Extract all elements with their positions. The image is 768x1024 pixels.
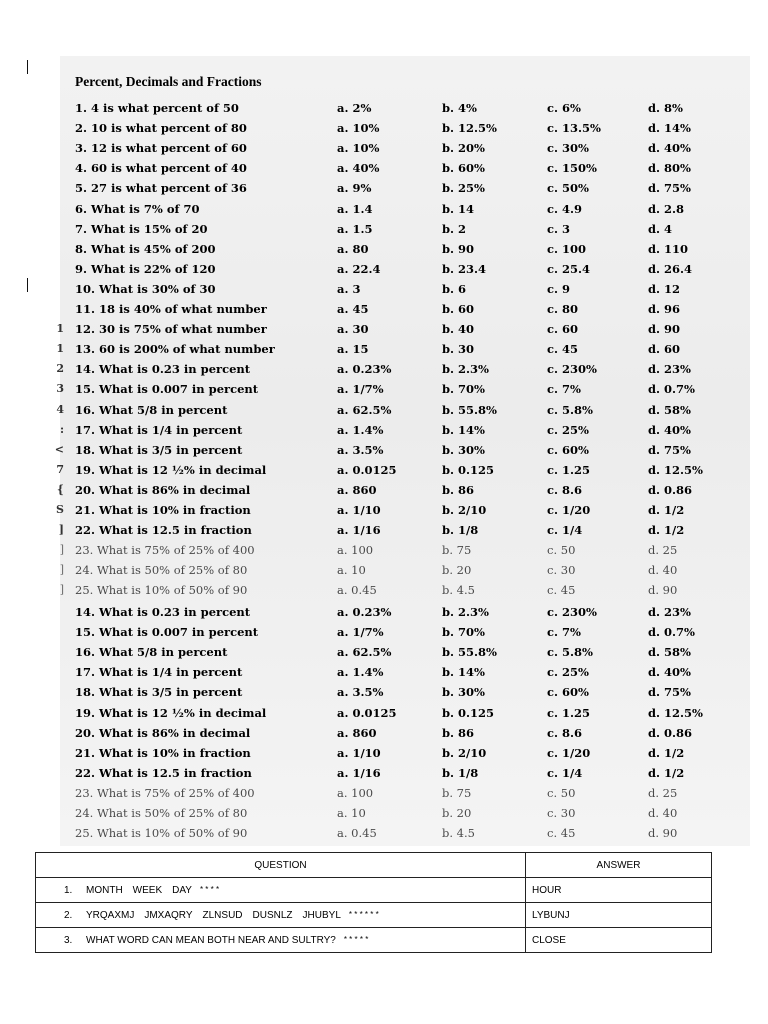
option-b: b. 4% (442, 101, 477, 115)
question-row (60, 520, 750, 540)
option-a: a. 1.5 (337, 221, 373, 236)
option-d: d. 1/2 (648, 523, 685, 538)
option-b: b. 20 (442, 563, 472, 578)
option-c: c. 1.25 (547, 705, 591, 720)
option-d: d. 12 (648, 281, 681, 296)
question-text: 19. What is 12 ½% in decimal (75, 462, 267, 477)
answer-cell: HOUR (526, 878, 712, 903)
question-row (60, 662, 750, 682)
question-row (60, 823, 750, 843)
question-row (60, 682, 750, 702)
option-c: c. 60% (547, 442, 589, 457)
option-d: d. 1/2 (648, 745, 685, 760)
question-text: 24. What is 50% of 25% of 80 (75, 563, 248, 578)
option-d: d. 12.5% (648, 705, 703, 720)
option-d: d. 0.7% (648, 625, 695, 640)
option-c: c. 80 (547, 302, 579, 316)
question-text: 21. What is 10% in fraction (75, 503, 251, 517)
option-a: a. 860 (337, 482, 377, 497)
question-row (54, 440, 750, 460)
question-row (60, 743, 750, 763)
option-a: a. 2% (337, 101, 372, 115)
asterisk-hint: * * * * * * (348, 909, 379, 919)
option-b: b. 86 (442, 725, 475, 740)
table-row (36, 878, 712, 903)
question-row (60, 420, 750, 440)
option-b: b. 75 (442, 543, 472, 558)
question-text: 16. What 5/8 in percent (75, 402, 228, 417)
worksheet-title: Percent, Decimals and Fractions (75, 74, 262, 89)
question-row (56, 460, 750, 480)
margin-number: 1 (56, 322, 64, 336)
option-b: b. 30 (442, 342, 475, 357)
option-c: c. 230% (547, 605, 597, 619)
option-a: a. 62.5% (337, 402, 392, 417)
question-row (56, 400, 750, 420)
option-b: b. 90 (442, 241, 475, 256)
option-b: b. 0.125 (442, 705, 495, 720)
option-b: b. 86 (442, 482, 475, 497)
option-b: b. 0.125 (442, 462, 495, 477)
question-text: 25. What is 10% of 50% of 90 (75, 583, 248, 598)
question-text: 13. 60 is 200% of what number (75, 342, 275, 357)
option-c: c. 1/4 (547, 765, 583, 780)
option-b: b. 60% (442, 161, 485, 176)
question-row (60, 642, 750, 662)
option-c: c. 25.4 (547, 261, 591, 276)
question-text: 4. 60 is what percent of 40 (75, 161, 247, 176)
asterisk-hint: * * * * * (343, 934, 369, 944)
option-a: a. 3.5% (337, 685, 384, 700)
question-cell (36, 878, 526, 903)
margin-number: { (56, 482, 64, 496)
option-a: a. 9% (337, 181, 372, 196)
question-row (60, 279, 750, 299)
question-text: 20. What is 86% in decimal (75, 725, 251, 740)
question-text: 3. 12 is what percent of 60 (75, 141, 247, 156)
option-b: b. 2 (442, 221, 467, 236)
edge-mark-top (27, 60, 28, 74)
option-a: a. 10 (337, 806, 366, 820)
option-a: a. 10 (337, 563, 366, 578)
question-word: MONTH (86, 884, 123, 896)
option-b: b. 6 (442, 281, 467, 296)
question-text: 1. 4 is what percent of 50 (75, 101, 239, 115)
question-text: 18. What is 3/5 in percent (75, 685, 243, 700)
question-row (56, 319, 750, 339)
question-row (60, 803, 750, 823)
option-d: d. 90 (648, 583, 678, 598)
option-d: d. 25 (648, 785, 678, 800)
option-b: b. 20 (442, 806, 472, 820)
option-a: a. 1.4% (337, 422, 384, 437)
question-row (60, 299, 750, 319)
question-text: 9. What is 22% of 120 (75, 261, 216, 276)
question-text: 16. What 5/8 in percent (75, 645, 228, 660)
option-a: a. 1/10 (337, 503, 381, 517)
question-row (60, 783, 750, 803)
question-row (60, 158, 750, 178)
option-a: a. 62.5% (337, 645, 392, 660)
option-b: b. 60 (442, 302, 475, 316)
option-c: c. 7% (547, 625, 581, 640)
option-c: c. 45 (547, 342, 579, 357)
question-text: 8. What is 45% of 200 (75, 241, 216, 256)
option-d: d. 4 (648, 221, 673, 236)
question-text: 14. What is 0.23 in percent (75, 362, 251, 377)
option-a: a. 1/10 (337, 745, 381, 760)
option-a: a. 0.0125 (337, 705, 397, 720)
question-text: 6. What is 7% of 70 (75, 201, 200, 216)
question-text: 17. What is 1/4 in percent (75, 422, 243, 437)
question-text: 23. What is 75% of 25% of 400 (75, 543, 255, 558)
option-d: d. 14% (648, 121, 691, 136)
question-word: DAY (172, 884, 192, 896)
question-text: 19. What is 12 ½% in decimal (75, 705, 267, 720)
option-d: d. 96 (648, 302, 681, 316)
question-number: 2. (64, 909, 73, 921)
option-c: c. 8.6 (547, 482, 583, 497)
option-b: b. 14% (442, 422, 485, 437)
question-word: YRQAXMJ (86, 909, 135, 921)
option-a: a. 3 (337, 281, 361, 296)
option-b: b. 2/10 (442, 745, 487, 760)
option-d: d. 75% (648, 685, 691, 700)
question-text: 2. 10 is what percent of 80 (75, 121, 247, 136)
option-a: a. 1.4% (337, 665, 384, 680)
question-row (60, 540, 750, 560)
option-d: d. 80% (648, 161, 691, 176)
question-row (60, 622, 750, 642)
option-d: d. 40 (648, 806, 678, 820)
option-a: a. 45 (337, 302, 369, 316)
option-c: c. 1.25 (547, 462, 591, 477)
option-d: d. 25 (648, 543, 678, 558)
question-text: 22. What is 12.5 in fraction (75, 765, 252, 780)
question-word: WHAT WORD CAN MEAN BOTH NEAR AND SULTRY? (86, 934, 336, 946)
option-b: b. 20% (442, 141, 485, 156)
question-row (60, 703, 750, 723)
question-row (60, 118, 750, 138)
option-d: d. 0.7% (648, 382, 695, 397)
question-text: 7. What is 15% of 20 (75, 221, 208, 236)
question-text: 17. What is 1/4 in percent (75, 665, 243, 680)
option-c: c. 230% (547, 362, 597, 377)
option-c: c. 60 (547, 322, 579, 337)
option-c: c. 1/4 (547, 523, 583, 538)
option-c: c. 3 (547, 221, 571, 236)
option-c: c. 30 (547, 563, 576, 578)
option-b: b. 70% (442, 625, 485, 640)
option-b: b. 25% (442, 181, 485, 196)
option-c: c. 1/20 (547, 745, 591, 760)
option-b: b. 1/8 (442, 523, 479, 538)
option-a: a. 0.23% (337, 605, 392, 619)
option-d: d. 75% (648, 442, 691, 457)
option-b: b. 2.3% (442, 605, 489, 619)
question-word: JMXAQRY (144, 909, 193, 921)
asterisk-hint: * * * * (199, 884, 220, 894)
margin-number: S (56, 503, 64, 516)
question-row (56, 359, 750, 379)
option-a: a. 1/16 (337, 523, 381, 538)
margin-number: 2 (56, 362, 64, 376)
answer-cell: CLOSE (526, 928, 712, 953)
option-d: d. 40% (648, 422, 691, 437)
option-d: d. 2.8 (648, 201, 685, 216)
option-b: b. 1/8 (442, 765, 479, 780)
question-word: DUSNLZ (252, 909, 293, 921)
question-text: 15. What is 0.007 in percent (75, 625, 259, 640)
question-word: ZLNSUD (202, 909, 243, 921)
option-c: c. 13.5% (547, 121, 601, 136)
margin-number: 1 (56, 342, 64, 356)
margin-number: ] (58, 523, 64, 537)
question-row (60, 239, 750, 259)
option-d: d. 23% (648, 605, 691, 619)
margin-number: ] (59, 543, 64, 557)
option-d: d. 110 (648, 241, 689, 256)
question-row (60, 580, 750, 600)
question-row (60, 138, 750, 158)
question-cell (36, 903, 526, 928)
option-d: d. 40 (648, 563, 678, 578)
option-c: c. 50% (547, 181, 589, 196)
question-row (56, 379, 750, 399)
margin-number: < (54, 442, 64, 456)
question-text: 15. What is 0.007 in percent (75, 382, 259, 397)
table-header-row (36, 853, 712, 878)
option-a: a. 40% (337, 161, 380, 176)
option-b: b. 2.3% (442, 362, 489, 377)
table-row (36, 928, 712, 953)
option-b: b. 2/10 (442, 503, 487, 517)
option-c: c. 60% (547, 685, 589, 700)
option-b: b. 12.5% (442, 121, 497, 136)
question-row (56, 500, 750, 520)
option-b: b. 30% (442, 442, 485, 457)
option-c: c. 45 (547, 583, 576, 598)
option-d: d. 1/2 (648, 503, 685, 517)
option-d: d. 0.86 (648, 482, 693, 497)
option-d: d. 12.5% (648, 462, 703, 477)
option-c: c. 9 (547, 281, 571, 296)
option-b: b. 14% (442, 665, 485, 680)
option-d: d. 1/2 (648, 765, 685, 780)
option-a: a. 1/7% (337, 382, 384, 397)
question-row (56, 480, 750, 500)
edge-mark-middle (27, 278, 28, 292)
option-c: c. 4.9 (547, 201, 583, 216)
margin-number: 7 (56, 462, 64, 476)
option-a: a. 1/7% (337, 625, 384, 640)
option-b: b. 70% (442, 382, 485, 397)
option-b: b. 40 (442, 322, 475, 337)
option-a: a. 80 (337, 241, 369, 256)
option-a: a. 0.45 (337, 583, 377, 598)
option-b: b. 23.4 (442, 261, 487, 276)
option-c: c. 8.6 (547, 725, 583, 740)
answer-header: ANSWER (526, 853, 712, 878)
option-c: c. 25% (547, 422, 589, 437)
option-b: b. 4.5 (442, 583, 475, 598)
option-c: c. 45 (547, 826, 576, 841)
option-a: a. 0.45 (337, 826, 377, 841)
question-word: JHUBYL (302, 909, 341, 921)
question-row (60, 560, 750, 580)
question-text: 21. What is 10% in fraction (75, 745, 251, 760)
option-c: c. 30% (547, 141, 589, 156)
option-d: d. 8% (648, 101, 683, 115)
question-text: 18. What is 3/5 in percent (75, 442, 243, 457)
option-c: c. 100 (547, 241, 587, 256)
option-b: b. 4.5 (442, 826, 475, 841)
margin-number: : (59, 422, 64, 436)
question-text: 20. What is 86% in decimal (75, 482, 251, 497)
question-answer-table (35, 852, 712, 953)
option-c: c. 150% (547, 161, 597, 176)
margin-number: 3 (56, 382, 64, 396)
question-word: WEEK (132, 884, 163, 896)
question-row (56, 339, 750, 359)
option-b: b. 75 (442, 785, 472, 800)
option-d: d. 40% (648, 665, 691, 680)
table-row (36, 903, 712, 928)
margin-number: ] (59, 563, 64, 577)
option-d: d. 26.4 (648, 261, 693, 276)
option-c: c. 7% (547, 382, 581, 397)
question-number: 1. (64, 884, 73, 896)
question-row (60, 199, 750, 219)
question-text: 25. What is 10% of 50% of 90 (75, 826, 248, 841)
option-d: d. 40% (648, 141, 691, 156)
option-a: a. 0.0125 (337, 462, 397, 477)
question-text: 11. 18 is 40% of what number (75, 302, 267, 316)
question-text: 5. 27 is what percent of 36 (75, 181, 247, 196)
option-d: d. 90 (648, 826, 678, 841)
option-a: a. 15 (337, 342, 369, 357)
option-a: a. 1.4 (337, 201, 373, 216)
option-c: c. 1/20 (547, 503, 591, 517)
option-b: b. 14 (442, 201, 475, 216)
question-row (60, 602, 750, 622)
question-row (60, 259, 750, 279)
option-c: c. 50 (547, 543, 576, 558)
option-a: a. 22.4 (337, 261, 381, 276)
option-a: a. 30 (337, 322, 369, 337)
option-b: b. 55.8% (442, 645, 497, 660)
question-text: 24. What is 50% of 25% of 80 (75, 806, 248, 820)
option-a: a. 3.5% (337, 442, 384, 457)
question-row (60, 219, 750, 239)
option-b: b. 30% (442, 685, 485, 700)
question-header: QUESTION (36, 853, 526, 878)
option-a: a. 10% (337, 121, 380, 136)
question-text: 23. What is 75% of 25% of 400 (75, 785, 255, 800)
question-row (60, 723, 750, 743)
question-number: 3. (64, 934, 73, 946)
question-cell (36, 928, 526, 953)
question-text: 22. What is 12.5 in fraction (75, 523, 252, 538)
option-a: a. 1/16 (337, 765, 381, 780)
question-row (60, 178, 750, 198)
option-d: d. 23% (648, 362, 691, 377)
question-text: 14. What is 0.23 in percent (75, 605, 251, 619)
question-text: 12. 30 is 75% of what number (75, 322, 267, 337)
question-row (60, 98, 750, 118)
question-text: 10. What is 30% of 30 (75, 281, 216, 296)
option-a: a. 860 (337, 725, 377, 740)
margin-number: 4 (56, 402, 64, 416)
scanned-worksheet (54, 56, 750, 846)
option-d: d. 58% (648, 645, 691, 660)
option-a: a. 100 (337, 785, 374, 800)
option-d: d. 0.86 (648, 725, 693, 740)
option-c: c. 30 (547, 806, 576, 820)
option-c: c. 25% (547, 665, 589, 680)
option-d: d. 58% (648, 402, 691, 417)
question-row (60, 763, 750, 783)
option-c: c. 50 (547, 785, 576, 800)
option-b: b. 55.8% (442, 402, 497, 417)
option-d: d. 75% (648, 181, 691, 196)
option-a: a. 100 (337, 543, 374, 558)
option-a: a. 10% (337, 141, 380, 156)
option-d: d. 90 (648, 322, 681, 337)
answer-cell: LYBUNJ (526, 903, 712, 928)
option-d: d. 60 (648, 342, 681, 357)
option-a: a. 0.23% (337, 362, 392, 377)
margin-number: ] (59, 583, 64, 597)
option-c: c. 6% (547, 101, 581, 115)
option-c: c. 5.8% (547, 402, 593, 417)
option-c: c. 5.8% (547, 645, 593, 660)
